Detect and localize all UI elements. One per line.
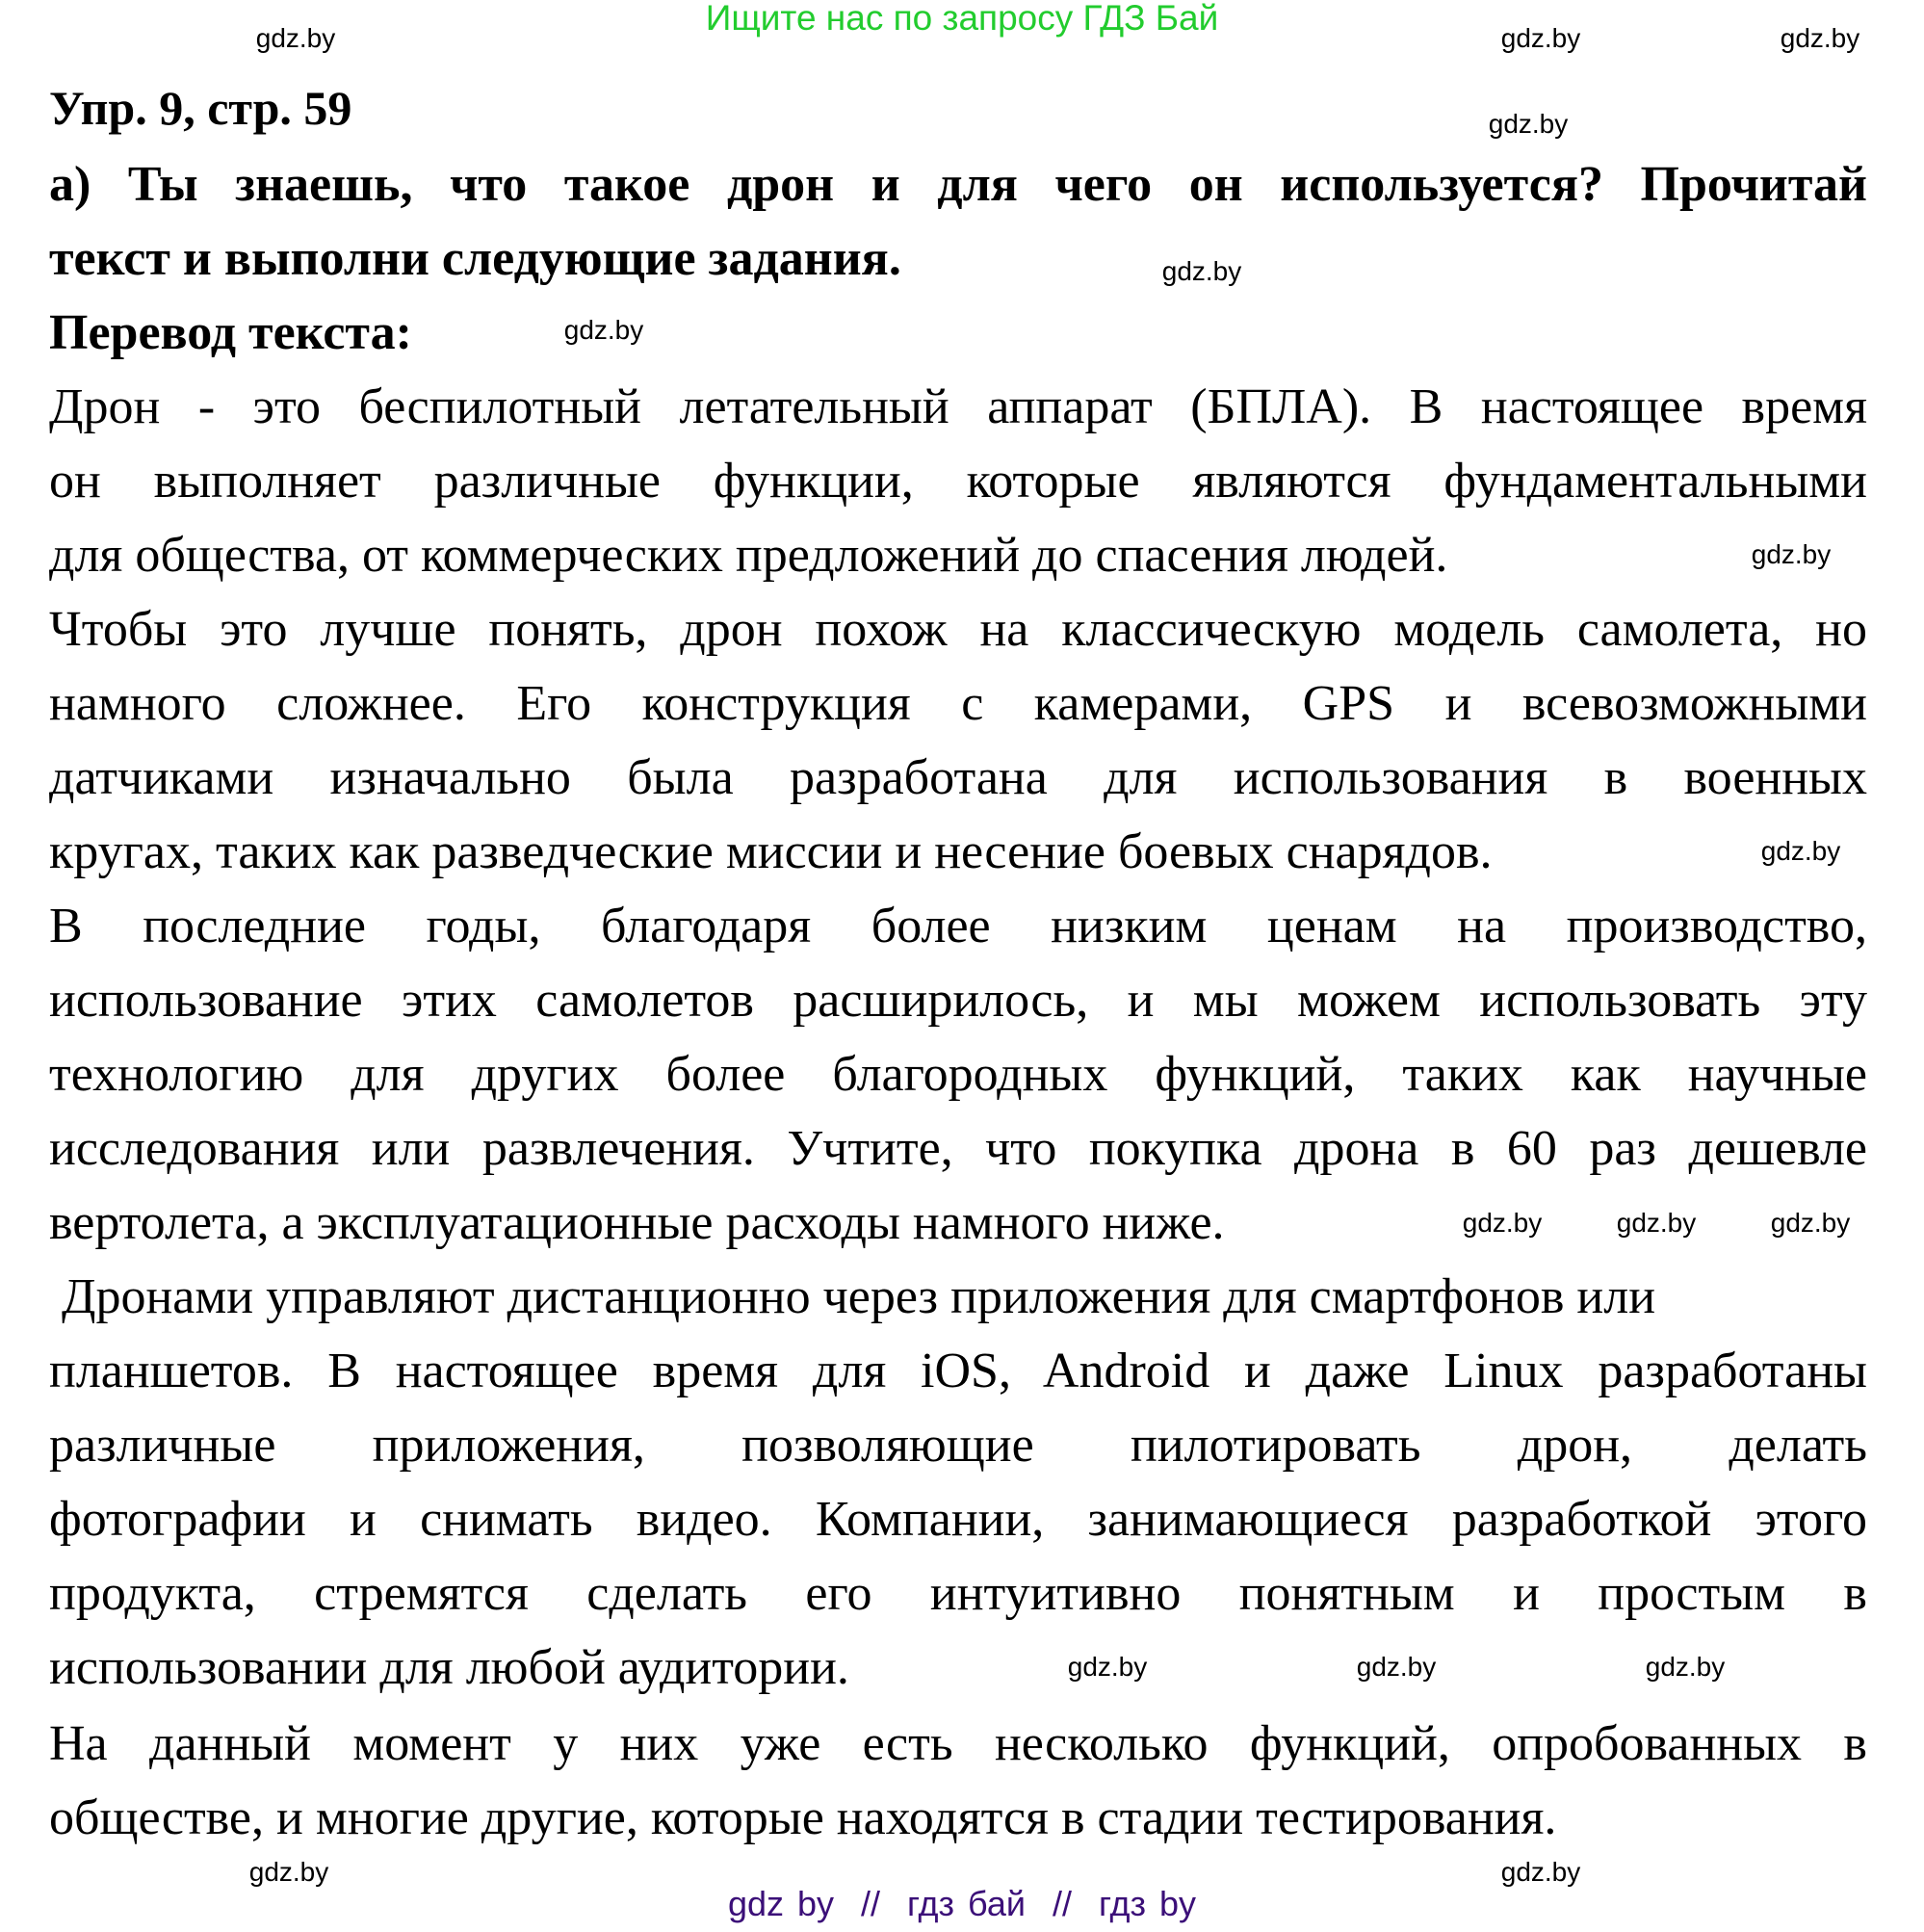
exercise-title: Упр. 9, стр. 59: [49, 81, 352, 135]
watermark: gdz.by: [1760, 836, 1841, 866]
watermark: gdz.by: [248, 1857, 329, 1887]
body-line: он выполняет различные функции, которые являются фундаментальными: [49, 454, 1867, 509]
watermark: gdz.by: [1645, 1652, 1726, 1682]
body-line: продукта, стремятся сделать его интуитивно понятным и простым в: [49, 1566, 1867, 1621]
footer-banner: gdz by // гдз бай // гдз by: [727, 1884, 1197, 1923]
body-line: планшетов. В настоящее время для iOS, Android и даже Linux разработаны: [49, 1344, 1867, 1398]
watermark: gdz.by: [1161, 256, 1242, 286]
task-line: текст и выполни следующие задания.: [49, 231, 901, 286]
task-line: а) Ты знаешь, что такое дрон и для чего он используется? Прочитай: [49, 157, 1867, 212]
body-line: кругах, таких как разведческие миссии и несение боевых снарядов.: [49, 824, 1493, 879]
body-line: Чтобы это лучше понять, дрон похож на классическую модель самолета, но: [49, 602, 1867, 657]
watermark: gdz.by: [1780, 23, 1860, 53]
body-line: вертолета, а эксплуатационные расходы намного ниже.: [49, 1195, 1225, 1250]
body-line: В последние годы, благодаря более низким ценам на производство,: [49, 899, 1867, 953]
watermark: gdz.by: [1751, 539, 1832, 569]
watermark: gdz.by: [1770, 1208, 1851, 1238]
watermark: gdz.by: [1616, 1208, 1697, 1238]
body-line: фотографии и снимать видео. Компании, занимающиеся разработкой этого: [49, 1492, 1867, 1547]
body-line: Дронами управляют дистанционно через приложения для смартфонов или: [49, 1269, 1656, 1324]
body-line: технологию для других более благородных функций, таких как научные: [49, 1047, 1867, 1102]
body-line: намного сложнее. Его конструкция с камерами, GPS и всевозможными: [49, 676, 1867, 731]
watermark: gdz.by: [563, 315, 644, 345]
body-line: обществе, и многие другие, которые находятся в стадии тестирования.: [49, 1790, 1557, 1845]
body-line: использование этих самолетов расширилось, и мы можем использовать эту: [49, 973, 1867, 1028]
body-line: использовании для любой аудитории.: [49, 1640, 849, 1695]
body-line: исследования или развлечения. Учтите, что покупка дрона в 60 раз дешевле: [49, 1121, 1867, 1176]
watermark: gdz.by: [1067, 1652, 1148, 1682]
watermark: gdz.by: [1488, 109, 1569, 139]
search-banner: Ищите нас по запросу ГДЗ Бай: [705, 0, 1219, 38]
body-line: датчиками изначально была разработана для использования в военных: [49, 750, 1867, 805]
watermark: gdz.by: [255, 23, 336, 53]
body-line: Дрон - это беспилотный летательный аппарат (БПЛА). В настоящее время: [49, 379, 1867, 434]
body-line: различные приложения, позволяющие пилотировать дрон, делать: [49, 1418, 1867, 1473]
watermark: gdz.by: [1500, 1857, 1581, 1887]
watermark: gdz.by: [1356, 1652, 1437, 1682]
translation-heading: Перевод текста:: [49, 305, 412, 360]
body-line: На данный момент у них уже есть несколько функций, опробованных в: [49, 1716, 1867, 1771]
watermark: gdz.by: [1500, 23, 1581, 53]
body-line: для общества, от коммерческих предложений до спасения людей.: [49, 528, 1448, 583]
watermark: gdz.by: [1462, 1208, 1543, 1238]
